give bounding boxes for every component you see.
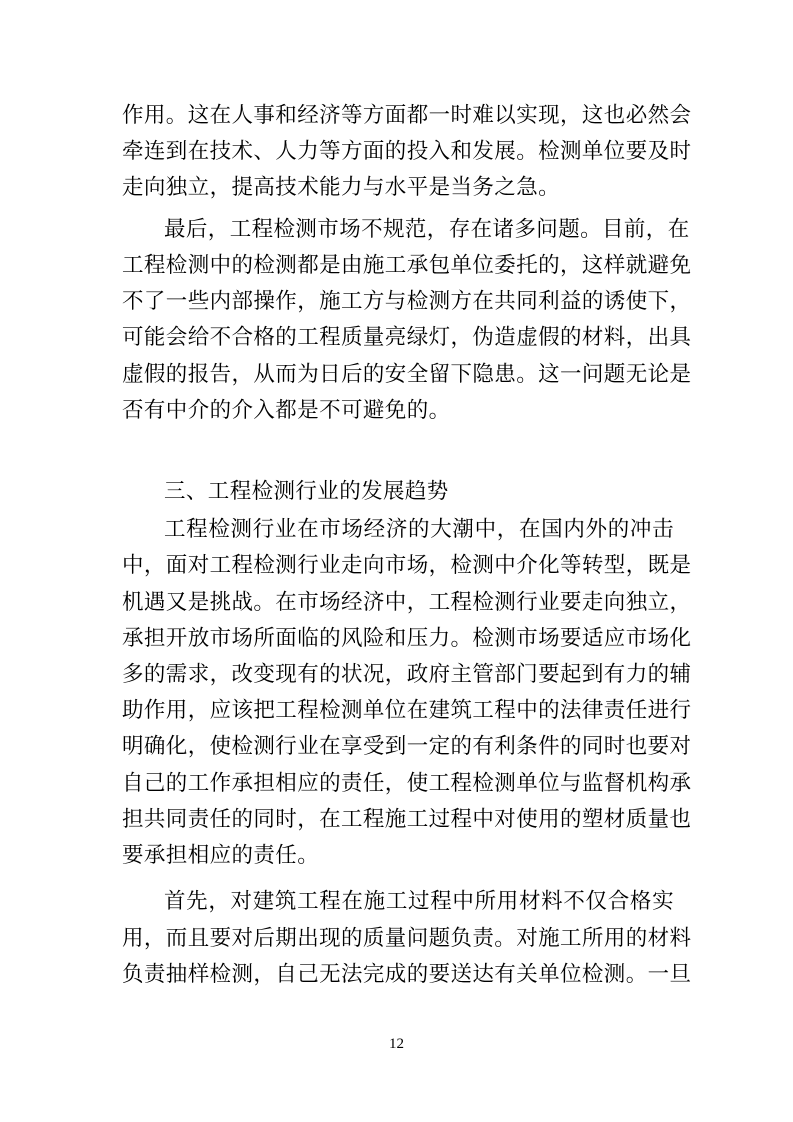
text-line: 担共同责任的同时，在工程施工过程中对使用的塑材质量也 [122,807,692,832]
text-line: 机遇又是挑战。在市场经济中，工程检测行业要走向独立， [122,590,692,615]
text-line: 工程检测中的检测都是由施工承包单位委托的，这样就避免 [122,253,692,278]
text-line: 可能会给不合格的工程质量亮绿灯，伪造虚假的材料，出具 [122,325,692,350]
text-line: 走向独立，提高技术能力与水平是当务之急。 [122,175,561,200]
text-line: 助作用，应该把工程检测单位在建筑工程中的法律责任进行 [122,698,692,723]
text-line: 否有中介的介入都是不可避免的。 [122,398,451,423]
text-line: 最后，工程检测市场不规范，存在诸多问题。目前，在 [164,217,690,242]
text-line: 中，面对工程检测行业走向市场，检测中介化等转型，既是 [122,553,692,578]
text-line: 用，而且要对后期出现的质量问题负责。对施工所用的材料 [122,926,692,951]
text-line: 多的需求，改变现有的状况，政府主管部门要起到有力的辅 [122,662,692,687]
text-line: 明确化，使检测行业在享受到一定的有利条件的同时也要对 [122,734,692,759]
text-line: 首先，对建筑工程在施工过程中所用材料不仅合格实 [164,889,674,914]
text-line: 牵连到在技术、人力等方面的投入和发展。检测单位要及时 [122,139,692,164]
text-line: 自己的工作承担相应的责任，使工程检测单位与监督机构承 [122,771,692,796]
text-line: 工程检测行业在市场经济的大潮中，在国内外的冲击 [164,517,674,542]
text-line: 要承担相应的责任。 [122,843,320,868]
text-line: 虚假的报告，从而为日后的安全留下隐患。这一问题无论是 [122,362,692,387]
text-line: 作用。这在人事和经济等方面都一时难以实现，这也必然会 [122,103,692,128]
text-line: 承担开放市场所面临的风险和压力。检测市场要适应市场化 [122,626,692,651]
section-heading: 三、工程检测行业的发展趋势 [164,479,449,504]
text-line: 不了一些内部操作，施工方与检测方在共同利益的诱使下， [122,289,692,314]
page-number: 12 [389,1036,404,1052]
text-line: 负责抽样检测，自己无法完成的要送达有关单位检测。一旦 [122,962,692,987]
